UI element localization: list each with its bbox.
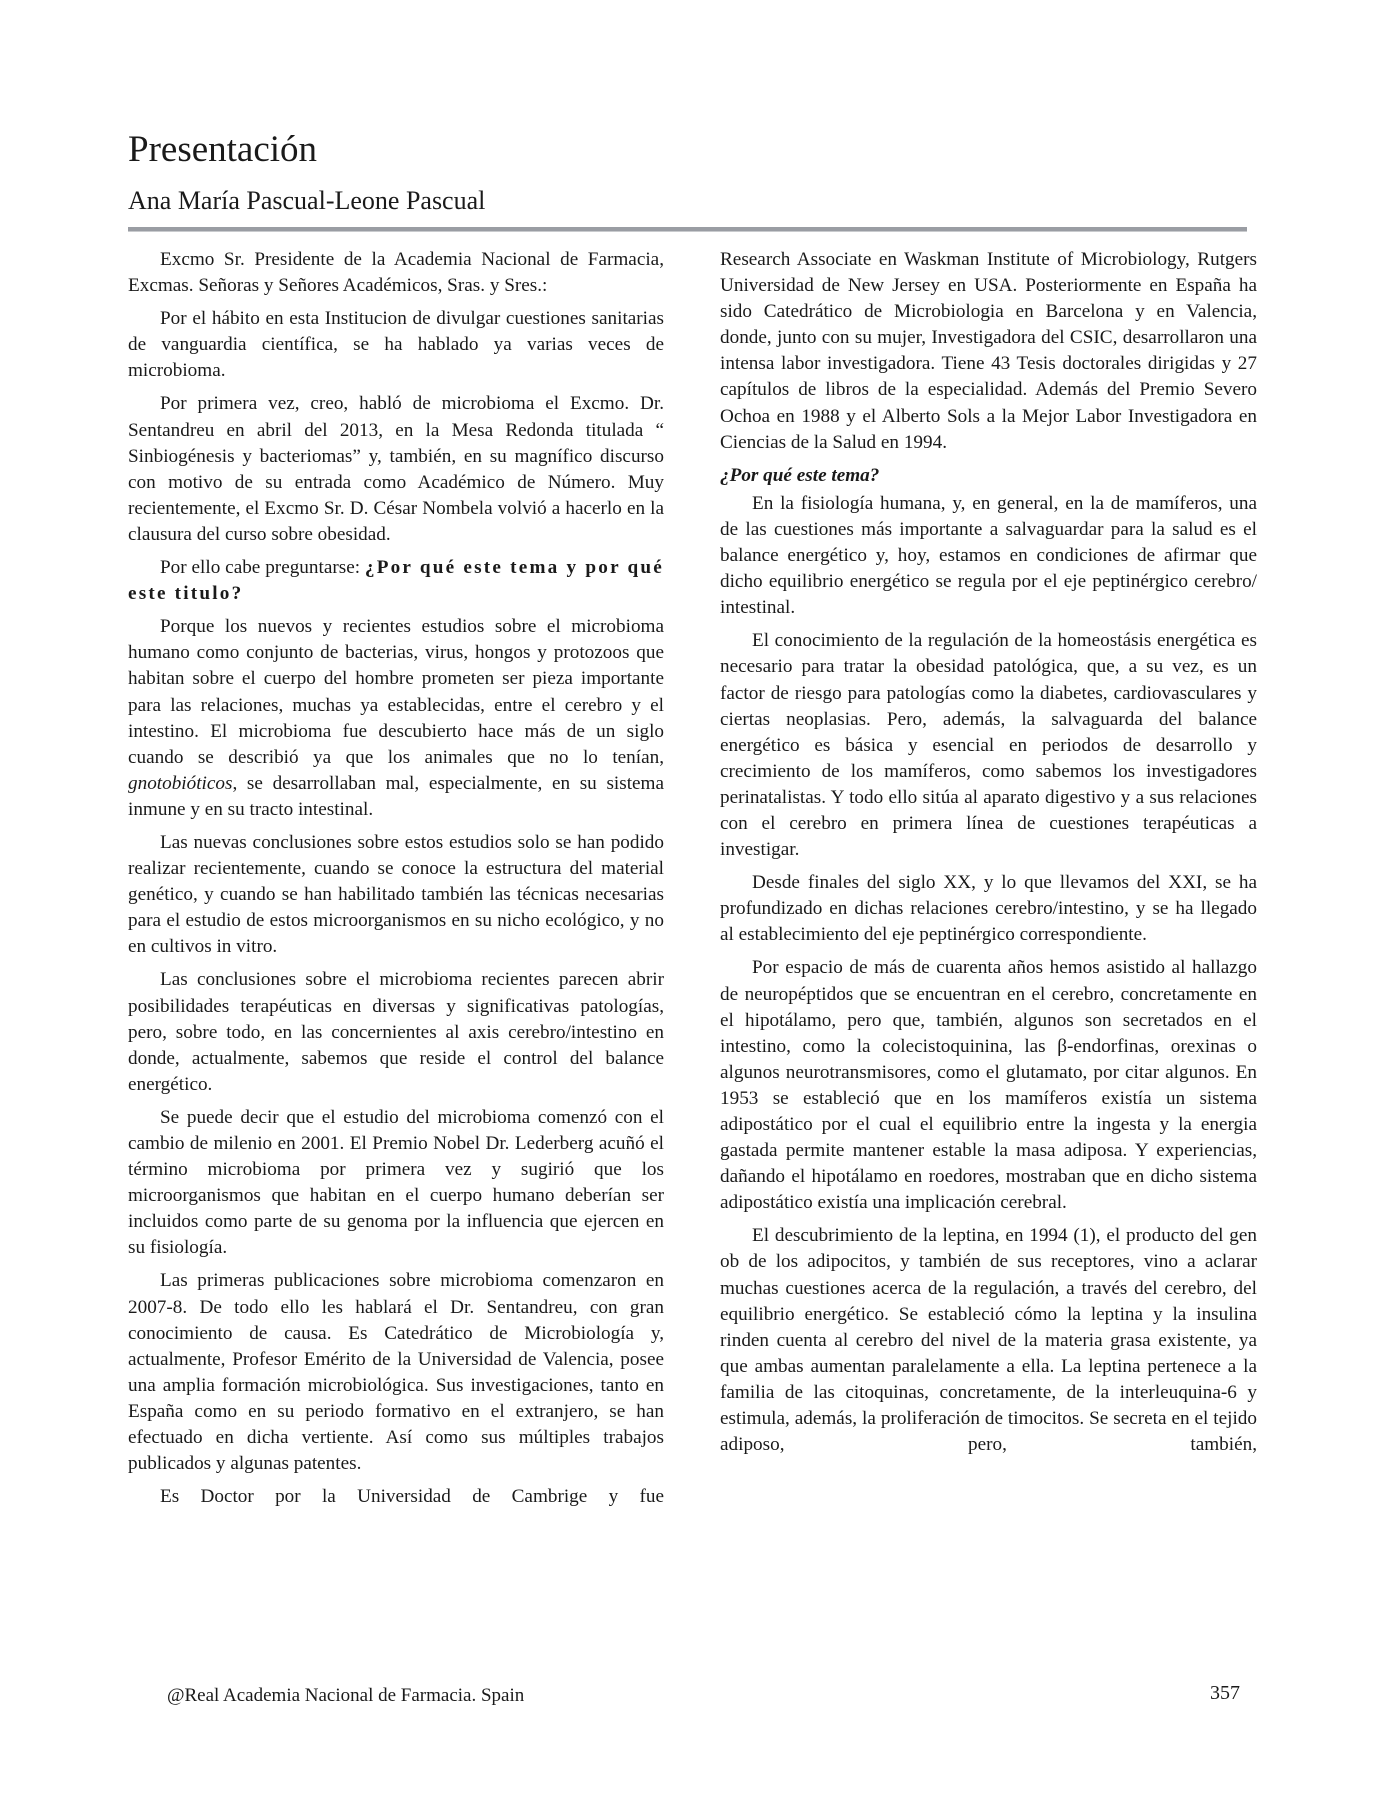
paragraph: El descubrimiento de la leptina, en 1994 (1), el producto del gen ob de los adipocitos, y también de sus receptores, vino a aclarar muchas cuestiones acerca de la regulación, a través del cerebro, del equilibrio energético. Se estableció cómo la leptina y la insulina rinden cuenta al cerebro del nivel de la materia grasa existente, ya que ambas aumentan paralelamente a ella. La leptina pertenece a la familia de las citoquinas, concretamente, de la interleuquina-6 y estimula, además, la proliferación de timocitos. Se secreta en el tejido adiposo, pero, también,: [720, 1225, 1257, 1456]
paragraph: Por espacio de más de cuarenta años hemos asistido al hallazgo de neuropéptidos que se encuentran en el cerebro, concretamente en el hipotálamo, pero que, también, algunos son secretados en el intestino, como la colecistoquinina, las β-endorfinas, orexinas o algunos neurotransmisores, como el glutamato, por citar algunos. En 1953 se estableció que en los mamíferos existía un sistema adipostático por el cual el equilibrio entre la ingesta y la energia gastada permite mantener estable la masa adiposa. Y experiencias, dañando el hipotálamo en roedores, mostraban que en dicho sistema adipostático existía una implicación cerebral.: [720, 957, 1257, 1214]
question-emphasis: ¿Por qué este tema y por qué este titulo?: [128, 557, 664, 605]
paragraph: Excmo Sr. Presidente de la Academia Nacional de Farmacia, Excmas. Señoras y Señores Académicos, Sras. y Sres.:: [128, 249, 664, 297]
italic-term: gnotobióticos: [128, 772, 233, 794]
paragraph: En la fisiología humana, y, en general, en la de mamíferos, una de las cuestiones más importante a salvaguardar para la salud es el balance energético y, hoy, estamos en condiciones de afirmar que dicho equilibrio energético se regula por el eje peptinérgico cerebro/ intestinal.: [720, 492, 1257, 619]
paragraph: Es Doctor por la Universidad de Cambrige y fue: [160, 1486, 664, 1508]
paragraph: Se puede decir que el estudio del microbioma comenzó con el cambio de milenio en 2001. El Premio Nobel Dr. Lederberg acuñó el término microbioma por primera vez y sugirió que los microorganismos que habitan en el cuerpo humano deberían ser incluidos como parte de su genoma por la influencia que ejercen en su fisiología.: [128, 1106, 664, 1259]
paragraph-text: , se desarrollaban mal, especialmente, en su sistema inmune y en su tracto intestinal.: [128, 772, 664, 820]
paragraph: El conocimiento de la regulación de la homeostásis energética es necesario para tratar la obesidad patológica, que, a su vez, es un factor de riesgo para patologías como la diabetes, cardiovasculares y ciertas neoplasias. Pero, además, la salvaguarda del balance energético es básica y esencial en periodos de desarrollo y crecimiento de los mamíferos, como sabemos los investigadores perinatalistas. Y todo ello sitúa al aparato digestivo y a sus relaciones con el cerebro en primera línea de cuestiones terapéuticas a investigar.: [720, 630, 1257, 861]
paragraph-text: Por ello cabe preguntarse:: [160, 557, 365, 579]
page-number: 357: [1210, 1682, 1240, 1704]
paragraph: Las primeras publicaciones sobre microbioma comenzaron en 2007-8. De todo ello les hablará el Dr. Sentandreu, con gran conocimiento de causa. Es Catedrático de Microbiología y, actualmente, Profesor Emérito de la Universidad de Valencia, posee una amplia formación microbiológica. Sus investigaciones, tanto en España como en su periodo formativo en el extranjero, se han efectuado en dicha vertiente. Así como sus múltiples trabajos publicados y algunas patentes.: [128, 1270, 664, 1475]
paragraph: Research Associate en Waskman Institute of Microbiology, Rutgers Universidad de New Jersey en USA. Posteriormente en España ha sido Catedrático de Microbiologia en Barcelona y en Valencia, donde, junto con su mujer, Investigadora del CSIC, desarrollaron una intensa labor investigadora. Tiene 43 Tesis doctorales dirigidas y 27 capítulos de libros de la especialidad. Además del Premio Severo Ochoa en 1988 y el Alberto Sols a la Mejor Labor Investigadora en Ciencias de la Salud en 1994.: [720, 249, 1257, 453]
section-heading: ¿Por qué este tema?: [720, 464, 880, 486]
author-name: Ana María Pascual-Leone Pascual: [128, 186, 486, 215]
footer-copyright: @Real Academia Nacional de Farmacia. Spain: [167, 1685, 525, 1706]
left-column: [128, 247, 664, 1517]
paragraph: Las nuevas conclusiones sobre estos estudios solo se han podido realizar recientemente, cuando se conoce la estructura del material genético, y cuando se han habilitado también las técnicas necesarias para el estudio de estos microorganismos en su nicho ecológico, y no en cultivos in vitro.: [128, 831, 664, 958]
header-rule: [128, 227, 1247, 232]
right-column: [720, 247, 1257, 1465]
page-title: Presentación: [128, 129, 318, 170]
paragraph: Las conclusiones sobre el microbioma recientes parecen abrir posibilidades terapéuticas en diversas y significativas patologías, pero, sobre todo, en las concernientes al axis cerebro/intestino en donde, actualmente, sabemos que reside el control del balance energético.: [128, 969, 664, 1095]
paragraph: [128, 555, 664, 607]
paragraph: [128, 614, 664, 823]
paragraph: Desde finales del siglo XX, y lo que llevamos del XXI, se ha profundizado en dichas relaciones cerebro/intestino, y se ha llegado al establecimiento del eje peptinérgico correspondiente.: [720, 872, 1257, 946]
paragraph: Por primera vez, creo, habló de microbioma el Excmo. Dr. Sentandreu en abril del 2013, en la Mesa Redonda titulada “ Sinbiogénesis y bacteriomas” y, también, en su magnífico discurso con motivo de su entrada como Académico de Número. Muy recientemente, el Excmo Sr. D. César Nombela volvió a hacerlo en la clausura del curso sobre obesidad.: [128, 393, 664, 545]
paragraph: Por el hábito en esta Institucion de divulgar cuestiones sanitarias de vanguardia científica, se ha hablado ya varias veces de microbioma.: [128, 308, 664, 382]
paragraph-text: Porque los nuevos y recientes estudios sobre el microbioma humano como conjunto de bacterias, virus, hongos y protozoos que habitan sobre el cuerpo del hombre prometen ser pieza importante para las relaciones, muchas ya establecidas, entre el cerebro y el intestino. El microbioma fue descubierto hace más de un siglo cuando se describió ya que los animales que no lo tenían,: [128, 616, 664, 768]
